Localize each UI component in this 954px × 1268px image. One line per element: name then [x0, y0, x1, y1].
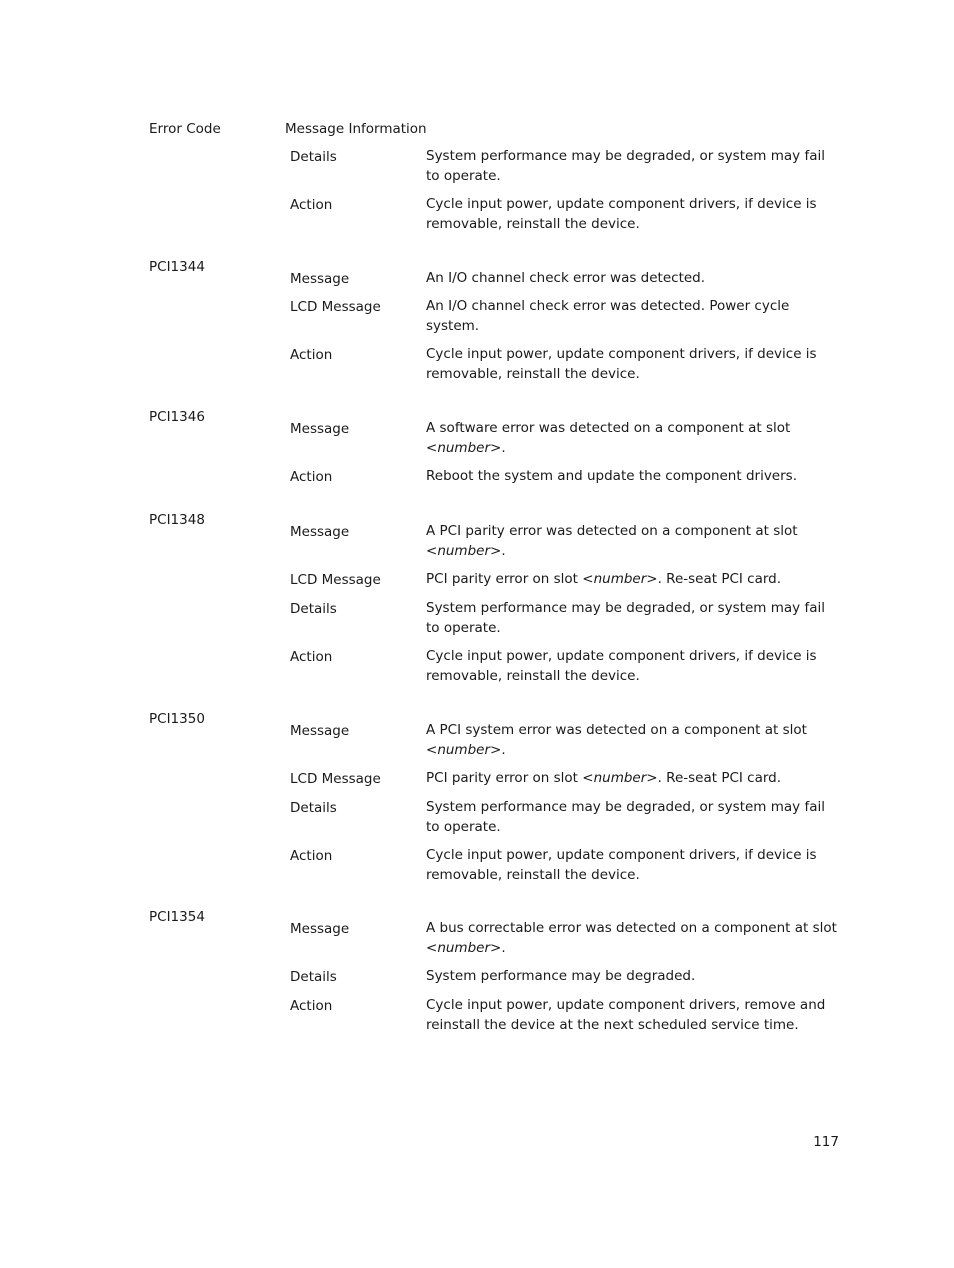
message-text: A software error was detected on a component at slot <number>. [426, 420, 791, 456]
action-label: Action [290, 469, 333, 485]
action-text: Cycle input power, update component drivers, if device is removable, reinstall the device. [426, 196, 817, 232]
action-label: Action [290, 649, 333, 665]
details-text: System performance may be degraded. [426, 968, 696, 984]
lcd-message-text: PCI parity error on slot <number>. Re-seat PCI card. [426, 571, 782, 587]
page-number: 117 [813, 1134, 839, 1150]
details-label: Details [290, 969, 337, 985]
column-header-message-information: Message Information [285, 121, 427, 137]
action-label: Action [290, 998, 333, 1014]
error-code: PCI1354 [149, 909, 205, 925]
lcd-message-text: PCI parity error on slot <number>. Re-seat PCI card. [426, 770, 782, 786]
message-text: A PCI parity error was detected on a component at slot <number>. [426, 523, 798, 559]
details-text: System performance may be degraded, or system may fail to operate. [426, 799, 825, 835]
action-text: Cycle input power, update component drivers, if device is removable, reinstall the device. [426, 847, 817, 883]
details-label: Details [290, 800, 337, 816]
message-label: Message [290, 921, 350, 937]
lcd-message-label: LCD Message [290, 299, 381, 315]
details-text: System performance may be degraded, or system may fail to operate. [426, 600, 825, 636]
action-text: Reboot the system and update the component drivers. [426, 468, 797, 484]
message-text: An I/O channel check error was detected. [426, 270, 706, 286]
lcd-message-text: An I/O channel check error was detected. Power cycle system. [426, 298, 790, 334]
details-label: Details [290, 601, 337, 617]
error-code: PCI1350 [149, 711, 205, 727]
lcd-message-label: LCD Message [290, 771, 381, 787]
action-text: Cycle input power, update component drivers, if device is removable, reinstall the device. [426, 648, 817, 684]
lcd-message-label: LCD Message [290, 572, 381, 588]
message-label: Message [290, 421, 350, 437]
message-text: A bus correctable error was detected on a component at slot <number>. [426, 920, 837, 956]
message-text: A PCI system error was detected on a component at slot <number>. [426, 722, 807, 758]
error-code: PCI1344 [149, 259, 205, 275]
action-text: Cycle input power, update component drivers, if device is removable, reinstall the device. [426, 346, 817, 382]
details-text: System performance may be degraded, or system may fail to operate. [426, 148, 825, 184]
table-header [149, 120, 839, 140]
message-label: Message [290, 524, 350, 540]
action-label: Action [290, 197, 333, 213]
action-label: Action [290, 848, 333, 864]
action-label: Action [290, 347, 333, 363]
message-label: Message [290, 271, 350, 287]
error-code: PCI1348 [149, 512, 205, 528]
message-label: Message [290, 723, 350, 739]
details-label: Details [290, 149, 337, 165]
error-code: PCI1346 [149, 409, 205, 425]
column-header-error-code: Error Code [149, 121, 221, 137]
action-text: Cycle input power, update component drivers, remove and reinstall the device at the next scheduled service time. [426, 997, 826, 1033]
